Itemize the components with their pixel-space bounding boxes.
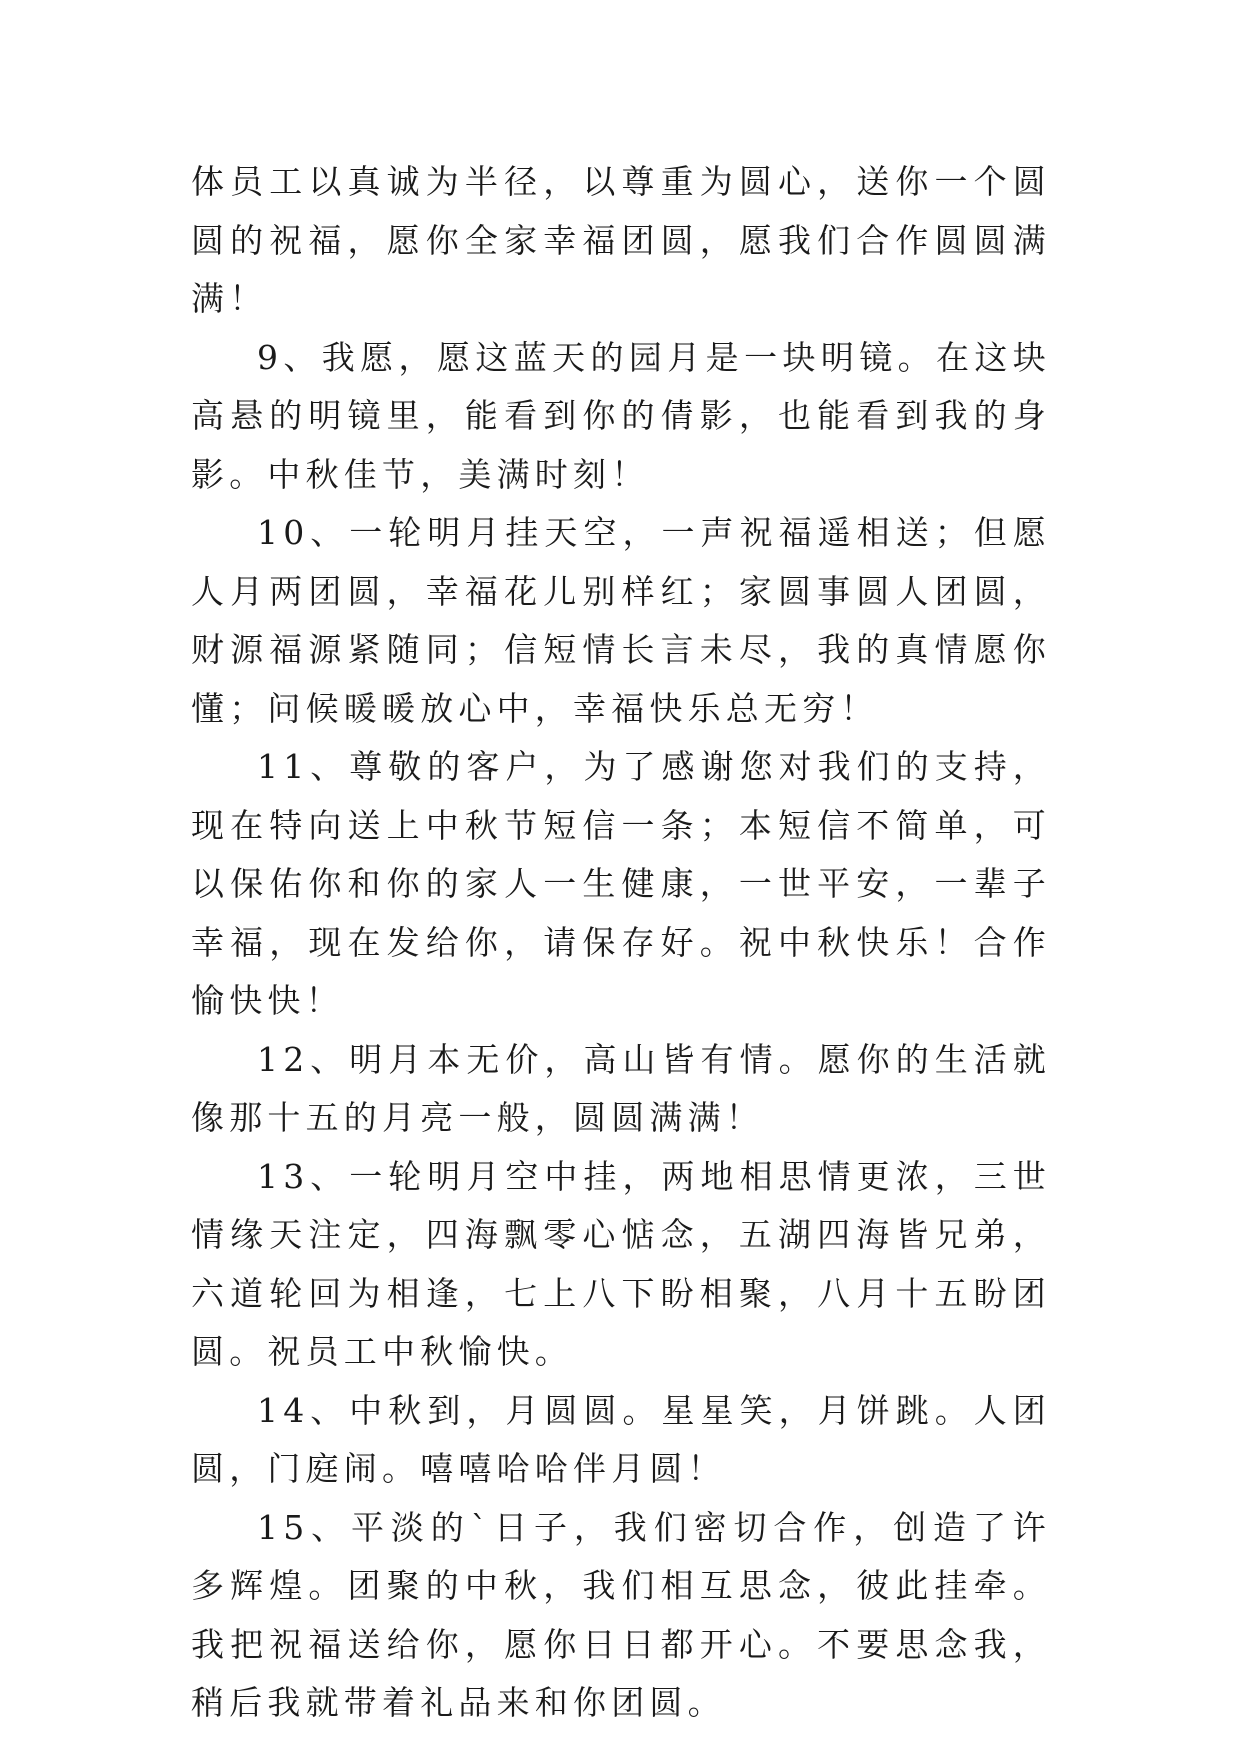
paragraph-continued: 体员工以真诚为半径，以尊重为圆心，送你一个圆圆的祝福，愿你全家幸福团圆，愿我们合作圆圆满满！ xyxy=(191,162,1051,318)
paragraph-9: 9、我愿，愿这蓝天的园月是一块明镜。在这块高悬的明镜里，能看到你的倩影，也能看到我的身影。中秋佳节，美满时刻！ xyxy=(191,337,1051,494)
paragraph-11: 11、尊敬的客户，为了感谢您对我们的支持，现在特向送上中秋节短信一条；本短信不简单，可以保佑你和你的家人一生健康，一世平安，一辈子幸福，现在发给你，请保存好。祝中秋快乐！合作愉快快！ xyxy=(191,747,1051,1020)
paragraph-13: 13、一轮明月空中挂，两地相思情更浓，三世情缘天注定，四海飘零心惦念，五湖四海皆兄弟，六道轮回为相逢，七上八下盼相聚，八月十五盼团圆。祝员工中秋愉快。 xyxy=(191,1156,1051,1371)
paragraph-12: 12、明月本无价，高山皆有情。愿你的生活就像那十五的月亮一般，圆圆满满！ xyxy=(191,1039,1051,1137)
paragraph-14: 14、中秋到，月圆圆。星星笑，月饼跳。人团圆，门庭闹。嘻嘻哈哈伴月圆！ xyxy=(191,1390,1051,1488)
paragraph-10: 10、一轮明月挂天空，一声祝福遥相送；但愿人月两团圆，幸福花儿别样红；家圆事圆人团圆，财源福源紧随同；信短情长言未尽，我的真情愿你懂；问候暖暖放心中，幸福快乐总无穷！ xyxy=(191,513,1051,728)
paragraph-15: 15、平淡的`日子，我们密切合作，创造了许多辉煌。团聚的中秋，我们相互思念，彼此挂牵。我把祝福送给你，愿你日日都开心。不要思念我，稍后我就带着礼品来和你团圆。 xyxy=(191,1507,1051,1722)
document-body xyxy=(191,153,1051,1733)
